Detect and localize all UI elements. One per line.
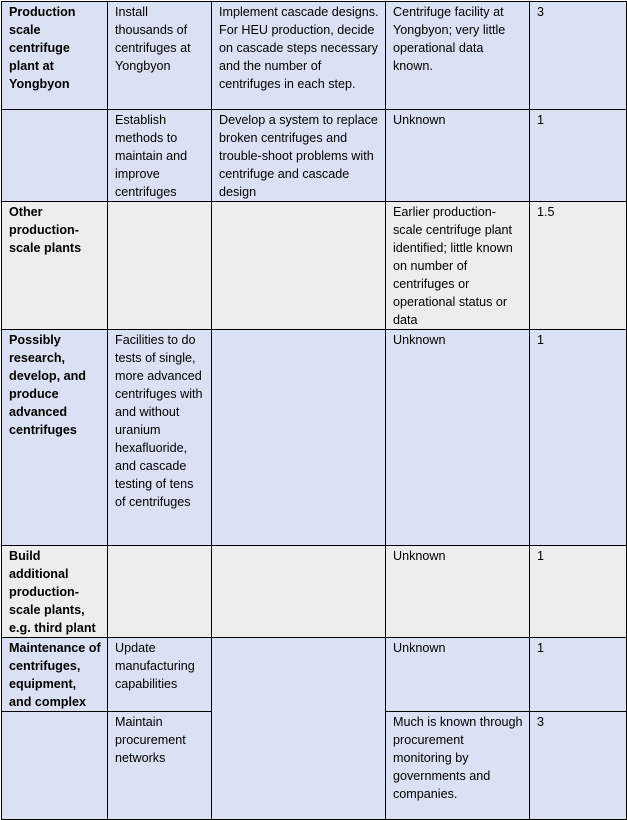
requirement-cell [212, 202, 386, 330]
score-cell: 3 [530, 2, 627, 110]
requirement-cell [212, 638, 386, 820]
action-cell: Maintain procurement networks [108, 712, 212, 820]
table-row [2, 2, 627, 110]
table-row [2, 330, 627, 546]
status-cell: Centrifuge facility at Yongbyon; very little operational data known. [386, 2, 530, 110]
status-cell: Unknown [386, 110, 530, 202]
status-cell: Unknown [386, 546, 530, 638]
requirement-cell [212, 546, 386, 638]
requirement-cell: Implement cascade designs. For HEU production, decide on cascade steps necessary and the number of centrifuges in each step. [212, 2, 386, 110]
assessment-table [1, 1, 627, 820]
score-cell: 3 [530, 712, 627, 820]
action-cell [108, 202, 212, 330]
action-cell: Facilities to do tests of single, more advanced centrifuges with and without uranium hexafluoride, and cascade testing of tens of centrifuges [108, 330, 212, 546]
action-cell: Establish methods to maintain and improve centrifuges [108, 110, 212, 202]
category-cell: Possibly research, develop, and produce advanced centrifuges [2, 330, 108, 546]
table-row [2, 202, 627, 330]
score-cell: 1 [530, 330, 627, 546]
score-cell: 1 [530, 110, 627, 202]
category-cell [2, 712, 108, 820]
score-cell: 1 [530, 546, 627, 638]
action-cell: Update manufacturing capabilities [108, 638, 212, 712]
category-cell: Maintenance of centrifuges, equipment, and complex [2, 638, 108, 712]
score-cell: 1 [530, 638, 627, 712]
status-cell: Unknown [386, 330, 530, 546]
status-cell: Unknown [386, 638, 530, 712]
status-cell: Earlier production-scale centrifuge plant identified; little known on number of centrifuges or operational status or data [386, 202, 530, 330]
category-cell: Other production-scale plants [2, 202, 108, 330]
category-cell [2, 110, 108, 202]
score-cell: 1.5 [530, 202, 627, 330]
table-row [2, 546, 627, 638]
requirement-cell [212, 330, 386, 546]
status-cell: Much is known through procurement monitoring by governments and companies. [386, 712, 530, 820]
category-cell: Production scale centrifuge plant at Yongbyon [2, 2, 108, 110]
action-cell: Install thousands of centrifuges at Yongbyon [108, 2, 212, 110]
category-cell: Build additional production-scale plants, e.g. third plant [2, 546, 108, 638]
table-row [2, 638, 627, 712]
action-cell [108, 546, 212, 638]
requirement-cell: Develop a system to replace broken centrifuges and trouble-shoot problems with centrifuge and cascade design [212, 110, 386, 202]
table-row [2, 110, 627, 202]
